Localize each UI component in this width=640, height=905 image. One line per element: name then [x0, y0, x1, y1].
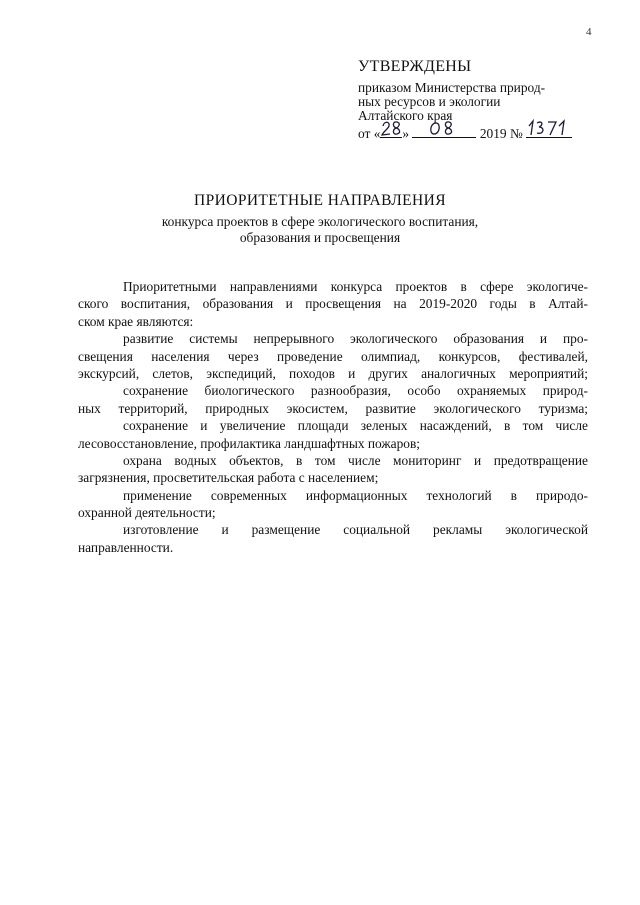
approval-block [358, 58, 608, 143]
body-line: загрязнения, просветительская работа с населением; [78, 470, 379, 486]
body-line: Приоритетными направлениями конкурса проектов в сфере экологиче- [123, 279, 588, 294]
body-line: развитие системы непрерывного экологического образования и про- [123, 331, 588, 347]
body-line: ского воспитания, образования и просвещения на 2019-2020 годы в Алтай- [78, 296, 588, 312]
document-heading [0, 192, 640, 245]
handwritten-day [380, 117, 402, 137]
approval-date-row [358, 125, 608, 143]
date-day-field [380, 125, 402, 138]
body-line: охранной деятельности; [78, 505, 216, 521]
body-line: свещения населения через проведение олимпиад, конкурсов, фестивалей, [78, 348, 588, 364]
heading-title: ПРИОРИТЕТНЫЕ НАПРАВЛЕНИЯ [194, 192, 446, 209]
body-line: применение современных информационных технологий в природо- [123, 487, 588, 503]
body-line: сохранение биологического разнообразия, особо охраняемых природ- [123, 383, 588, 399]
body-line: охрана водных объектов, в том числе мониторинг и предотвращение [123, 452, 588, 468]
body-text [78, 278, 588, 556]
date-year: 2019 № [479, 126, 523, 141]
body-line: ных территорий, природных экосистем, развитие экологического туризма; [78, 400, 588, 416]
body-line: лесовосстановление, профилактика ландшафтных пожаров; [78, 435, 421, 451]
handwritten-order-number [526, 117, 572, 137]
handwritten-month [412, 117, 476, 137]
approval-line: ных ресурсов и экологии [358, 94, 501, 109]
body-line: сохранение и увеличение площади зеленых насаждений, в том числе [123, 418, 588, 434]
date-month-field [412, 125, 476, 138]
heading-subtitle-line: образования и просвещения [239, 229, 401, 245]
order-number-field [526, 125, 572, 138]
date-mid: » [402, 126, 410, 141]
approval-line: Алтайского края [358, 108, 453, 123]
body-line: ском крае являются: [78, 313, 194, 329]
approval-line: приказом Министерства природ- [358, 80, 546, 95]
date-prefix: от « [358, 126, 381, 141]
approval-title: УТВЕРЖДЕНЫ [358, 58, 472, 75]
body-line: направленности. [78, 539, 174, 555]
heading-subtitle-line: конкурса проектов в сфере экологического воспитания, [161, 214, 479, 229]
body-line: экскурсий, слетов, экспедиций, походов и других аналогичных мероприятий; [78, 365, 588, 381]
page-number: 4 [586, 26, 592, 38]
body-line: изготовление и размещение социальной рекламы экологической [123, 522, 588, 538]
